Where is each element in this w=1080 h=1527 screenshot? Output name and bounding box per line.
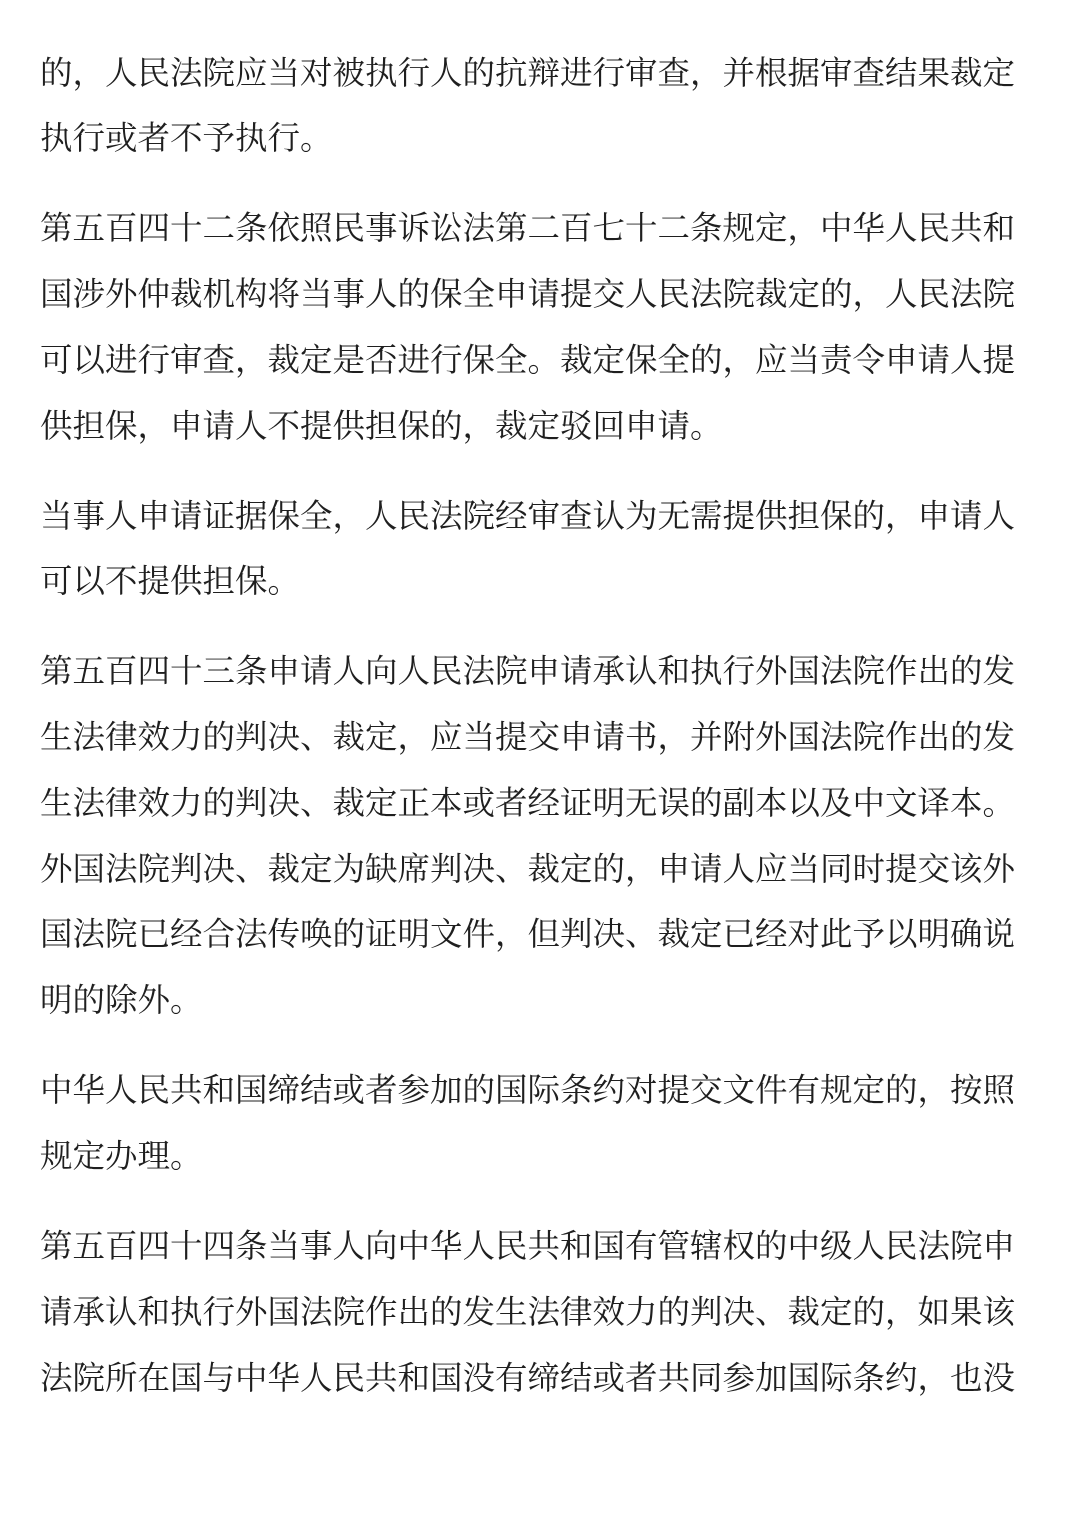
text-line: 第五百四十四条当事人向中华人民共和国有管辖权的中级人民法院申 (40, 1227, 1016, 1265)
text-line: 明的除外。 (40, 981, 203, 1019)
text-line: 供担保，申请人不提供担保的，裁定驳回申请。 (40, 407, 723, 445)
text-line: 第五百四十二条依照民事诉讼法第二百七十二条规定，中华人民共和 (40, 209, 1016, 247)
text-line: 生法律效力的判决、裁定正本或者经证明无误的副本以及中文译本。 (40, 784, 1016, 822)
text-line: 生法律效力的判决、裁定，应当提交申请书，并附外国法院作出的发 (40, 718, 1016, 756)
text-line: 外国法院判决、裁定为缺席判决、裁定的，申请人应当同时提交该外 (40, 850, 1016, 888)
text-line: 可以进行审查，裁定是否进行保全。裁定保全的，应当责令申请人提 (40, 341, 1016, 379)
text-line: 第五百四十三条申请人向人民法院申请承认和执行外国法院作出的发 (40, 652, 1016, 690)
text-line: 规定办理。 (40, 1137, 203, 1175)
text-line: 法院所在国与中华人民共和国没有缔结或者共同参加国际条约，也没 (40, 1359, 1016, 1397)
text-line: 请承认和执行外国法院作出的发生法律效力的判决、裁定的，如果该 (40, 1293, 1016, 1331)
text-line: 国法院已经合法传唤的证明文件，但判决、裁定已经对此予以明确说 (40, 915, 1016, 953)
text-line: 的，人民法院应当对被执行人的抗辩进行审查，并根据审查结果裁定 (40, 54, 1016, 92)
text-line: 中华人民共和国缔结或者参加的国际条约对提交文件有规定的，按照 (40, 1071, 1016, 1109)
text-line: 当事人申请证据保全，人民法院经审查认为无需提供担保的，申请人 (40, 497, 1016, 535)
text-line: 执行或者不予执行。 (40, 119, 333, 157)
text-line: 可以不提供担保。 (40, 562, 301, 600)
text-line: 国涉外仲裁机构将当事人的保全申请提交人民法院裁定的，人民法院 (40, 275, 1016, 313)
